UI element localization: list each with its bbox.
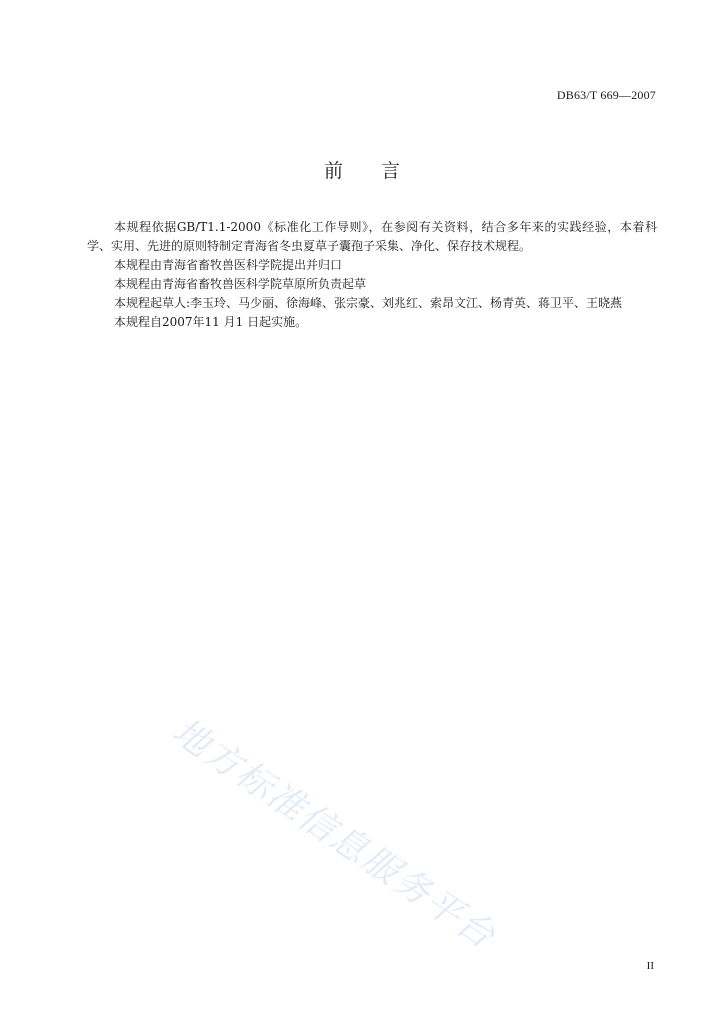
- paragraph: 本规程自2007年11 月1 日起实施。: [114, 315, 308, 329]
- watermark: 地方标准信息服务平台: [164, 710, 503, 958]
- standard-code: DB63/T 669—2007: [556, 88, 656, 102]
- section-heading: 前言: [323, 160, 438, 182]
- paragraph: 本规程依据GB/T1.1-2000《标准化工作导则》，在参阅有关资料，结合多年来的实践经验，本着科学、实用、先进的原则特制定青海省冬虫夏草子囊孢子采集、净化、保存技术规程。: [87, 220, 657, 253]
- body-text: [87, 218, 657, 332]
- paragraph: 本规程由青海省畜牧兽医科学院草原所负责起草: [114, 277, 367, 291]
- page-number: II: [646, 960, 654, 972]
- paragraph: 本规程由青海省畜牧兽医科学院提出并归口: [114, 258, 343, 272]
- paragraph: 本规程起草人:李玉玲、马少丽、徐海峰、张宗豪、刘兆红、索昂文江、杨青英、蒋卫平、王晓燕: [114, 296, 623, 310]
